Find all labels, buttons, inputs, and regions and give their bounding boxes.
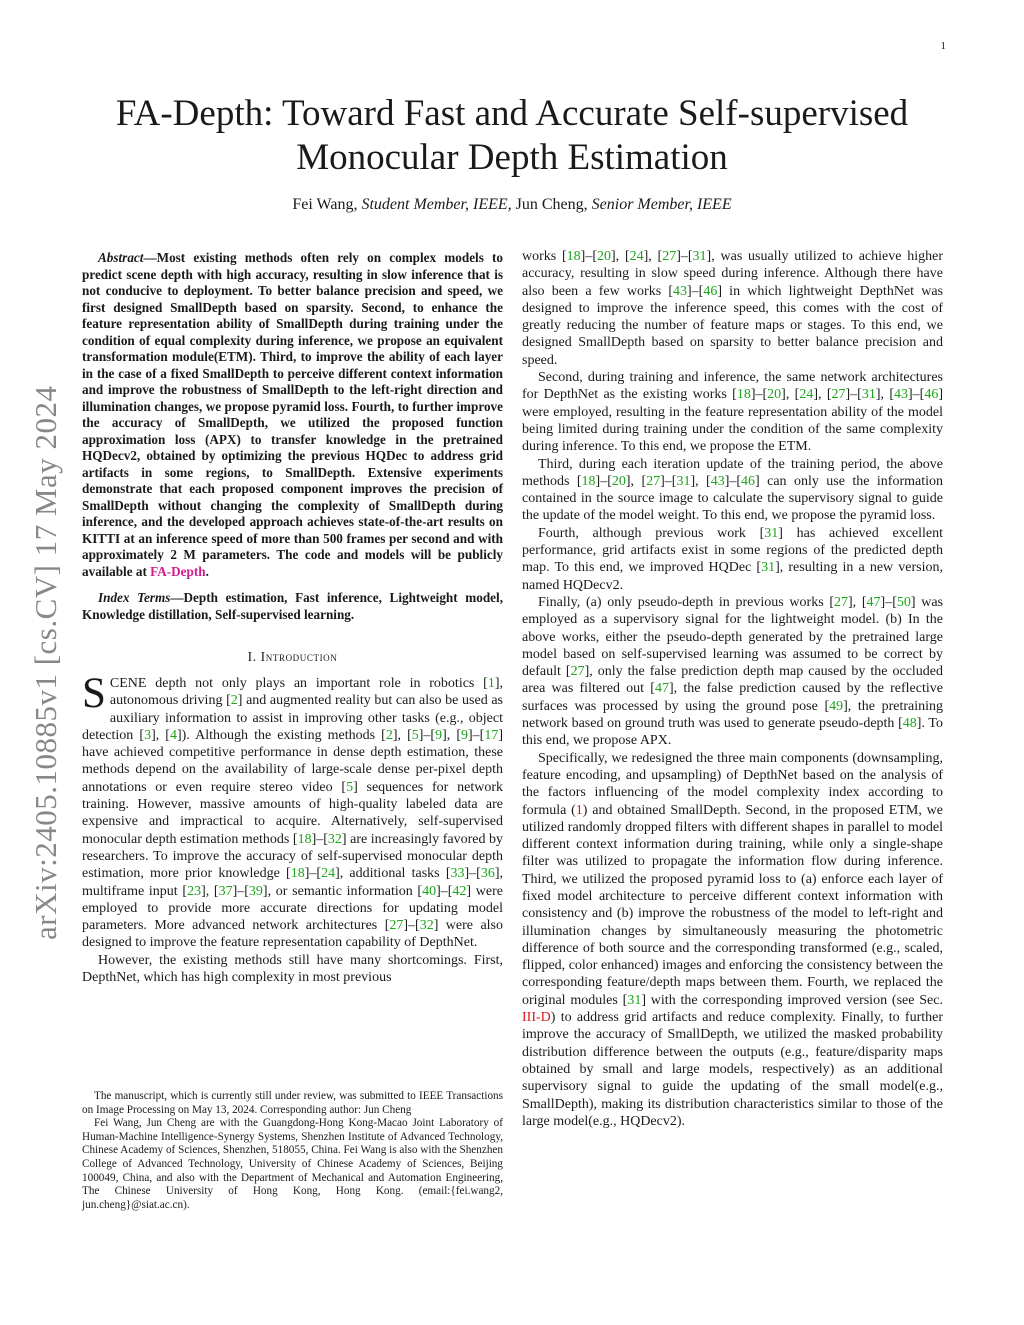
citation-link[interactable]: 23: [187, 883, 202, 899]
text-run: ], the false prediction caused by the reflective surfaces was processed by using the ground pose [: [522, 681, 943, 714]
text-run: ]–[: [436, 883, 453, 899]
text-run: ], the pretraining network based on ground truth was used to generate pseudo-depth [: [522, 698, 944, 732]
abstract-label: Abstract: [98, 250, 144, 265]
text-run: ] were employed to provide more accurate directions for updating model parameters. More advanced network architectures [: [82, 883, 503, 934]
paragraph: Specifically, we redesigned the three main components (downsampling, feature encoding, and upsampling) of DepthNet based on the analysis of the factors influencing of the model complexity index according to formula (1) and obtained SmallDepth. Second, in the proposed ETM, we utilized randomly dropped filters with different shapes in parallel to model different context information during training, while only a single-shape filter was utilized to propagate the information flow during inference. Third, we utilized the proposed pyramid loss to (a) enforce each layer of fixed model architecture to perceive different context information with consistency and (b) improve the robustness of the model to left-right and illumination changes by simultaneously measuring the photometric difference of both source and the corresponding transformed (e.g., scaled, flipped, color enhanced) images and enforcing the consistency between the corresponding feature/depth maps between them. Fourth, we replaced the original modules [31] with the corresponding improved version (see Sec. III-D) to address grid artifacts and reduce complexity. Finally, to further improve the accuracy of SmallDepth, we utilized the masked probability distribution difference between the outputs (e.g., feature/disparity maps obtained by small and large models, respectively) as an additional supervisory signal to guide the updating of the small model(e.g., SmallDepth), making its distribution characteristics similar to those of the large model(e.g., HQDecv2).: [522, 750, 943, 1129]
citation-link[interactable]: 2: [230, 693, 238, 709]
text-run: Second, during training and inference, the same network architectures for DepthNet as the existing works [: [522, 370, 943, 403]
text-run: ] has achieved excellent performance, grid artifacts exist in some regions of the predicted depth map. To this end, we improved HQDec [: [522, 525, 943, 576]
citation-link[interactable]: 31: [676, 473, 691, 489]
text-run: ] were employed, resulting in the feature representation ability of the model being limited during training under the condition of the same complexity during inference. To this end, we propose the ETM.: [522, 387, 943, 455]
text-run: ], resulting in a new version, named HQDecv2.: [522, 560, 943, 593]
text-run: ] in which lightweight DepthNet was designed to improve the inference speed, this comes with the cost of greatly reducing the number of feature maps or stages. To this end, we designed SmallDepth based on sparsity to better balance precision and speed.: [522, 283, 943, 368]
citation-link[interactable]: 39: [248, 883, 263, 899]
author-name: , Jun Cheng,: [507, 196, 588, 213]
text-run: ]–[: [687, 283, 704, 299]
text-run: ], [: [643, 249, 663, 264]
citation-link[interactable]: 50: [896, 594, 911, 610]
drop-cap: S: [82, 670, 106, 717]
paragraph: [522, 456, 943, 525]
section-link[interactable]: III-D: [522, 1010, 551, 1026]
abstract: Abstract—Most existing methods often rely on complex models to predict scene depth with high accuracy, resulting in slow inference that is not conducive to deployment. To better balance precision and speed, we first designed SmallDepth based on sparsity. Second, to enhance the feature representation ability of SmallDepth during training under the condition of equal complexity during inference, we propose an equivalent transformation module(ETM). Third, to improve the ability of each layer in the case of a fixed SmallDepth to perceive different context information and improve the robustness of SmallDepth to the left-right direction and illumination changes, we propose pyramid loss. Fourth, to further improve the accuracy of SmallDepth, we utilized the proposed function approximation loss (APX) to transfer knowledge in the pretrained HQDecv2, obtained by optimizing the previous HQDec to address grid artifacts in some regions, to SmallDepth. Extensive experiments demonstrate that each proposed component improves the precision of SmallDepth without changing the complexity of SmallDepth during inference, and the developed approach achieves state-of-the-art results on KITTI at an inference speed of more than 500 frames per second and with approximately 2 M parameters. The code and models will be publicly available at FA-Depth.: [82, 250, 503, 579]
citation-link[interactable]: 17: [484, 727, 499, 743]
text-run: ], [: [151, 727, 170, 743]
citation-link[interactable]: 43: [894, 387, 908, 403]
left-column: [82, 250, 503, 986]
citation-link[interactable]: 31: [861, 387, 876, 403]
citation-link[interactable]: 47: [654, 681, 669, 697]
citation-link[interactable]: 24: [799, 387, 814, 403]
citation-link[interactable]: 18: [566, 249, 581, 264]
citation-link[interactable]: 9: [461, 727, 468, 743]
text-run: CENE depth not only plays an important role in robotics [: [109, 676, 488, 691]
text-run: Finally, (a) only pseudo-depth in previous works [: [538, 594, 834, 610]
author-role: Student Member, IEEE: [361, 196, 508, 213]
text-run: ]–[: [403, 918, 420, 934]
citation-link[interactable]: 43: [673, 283, 687, 299]
citation-link[interactable]: 18: [290, 866, 305, 882]
text-run: ]–[: [580, 249, 597, 264]
citation-link[interactable]: 46: [924, 387, 939, 403]
citation-link[interactable]: 46: [741, 473, 756, 489]
citation-link[interactable]: 32: [419, 918, 434, 934]
text-run: ]–[: [845, 387, 862, 403]
citation-link[interactable]: 31: [692, 249, 707, 264]
index-terms-body: —Depth estimation, Fast inference, Lightweight model, Knowledge distillation, Self-supervised learning.: [82, 590, 503, 622]
citation-link[interactable]: 18: [297, 831, 312, 847]
text-run: ] were also designed to improve the feature representation capability of DepthNet.: [82, 918, 503, 951]
paper-title: FA-Depth: Toward Fast and Accurate Self-supervised Monocular Depth Estimation: [115, 93, 909, 178]
citation-link[interactable]: 37: [218, 883, 233, 899]
text-run: ]–[: [468, 727, 485, 743]
citation-link[interactable]: 5: [411, 727, 419, 743]
text-run: ], [: [875, 387, 894, 403]
citation-link[interactable]: 4: [169, 727, 177, 743]
citation-link[interactable]: 27: [389, 918, 404, 934]
code-link[interactable]: FA-Depth: [150, 563, 206, 579]
citation-link[interactable]: 49: [829, 698, 844, 714]
abstract-body: —Most existing methods often rely on complex models to predict scene depth with high accuracy, resulting in slow inference that is not conducive to deployment. To better balance precision and speed, we first designed SmallDepth based on sparsity. Second, to enhance the feature representation ability of SmallDepth during training under the condition of equal complexity during inference, we propose an equivalent transformation module(ETM). Third, to improve the ability of each layer in the case of a fixed SmallDepth to perceive different context information and improve the robustness of SmallDepth to the left-right direction and illumination changes, we propose pyramid loss. Fourth, to further improve the accuracy of SmallDepth, we utilized the proposed function approximation loss (APX) to transfer knowledge in the pretrained HQDecv2, obtained by optimizing the previous HQDec to address grid artifacts in some regions, to SmallDepth. Extensive experiments demonstrate that each proposed component improves the precision of SmallDepth without changing the complexity of SmallDepth during inference, and the developed approach achieves state-of-the-art results on KITTI at an inference speed of more than 500 frames per second and with approximately 2 M parameters. The code and models will be publicly available at: [82, 250, 503, 579]
citation-link[interactable]: 48: [902, 716, 917, 732]
citation-link[interactable]: 27: [662, 249, 677, 264]
rich-text: [82, 670, 504, 951]
paragraph: [522, 525, 943, 594]
section-heading-introduction: I. Introduction: [247, 649, 338, 664]
text-run: ]–[: [595, 473, 612, 489]
author-name: Fei Wang,: [292, 196, 358, 213]
footnote-submission: The manuscript, which is currently still under review, was submitted to IEEE Transactions on Image Processing on May 13, 2024. Corresponding author: Jun Cheng: [82, 1090, 503, 1116]
footnote-affiliation: Fei Wang, Jun Cheng are with the Guangdong-Hong Kong-Macao Joint Laboratory of Human-Machine Intelligence-Synergy Systems, Shenzhen Institute of Advanced Technology, Chinese Academy of Sciences, Shenzhen, 518055, China. Fei Wang is also with the Shenzhen College of Advanced Technology, University of Chinese Academy of Sciences, Beijing 100049, China, and also with the Department of Mechanical and Automation Engineering, The Chinese University of Hong Kong, Hong Kong. (email:{fei.wang2, jun.cheng}@siat.ac.cn).: [82, 1117, 503, 1211]
citation-link[interactable]: 32: [327, 831, 342, 847]
text-run: ]–[: [311, 831, 328, 847]
arxiv-stamp: arXiv:2405.10885v1 [cs.CV] 17 May 2024: [28, 385, 63, 940]
citation-link[interactable]: 43: [710, 473, 725, 489]
text-run: ], or semantic information [: [262, 883, 423, 899]
text-run: ] was employed as a supervisory signal for the lightweight model. (b) In the above works, either the pseudo-depth generated by the pretrained large model based on self-supervised learning was assumed to be correct by default [: [522, 594, 943, 680]
citation-link[interactable]: 20: [597, 249, 611, 264]
citation-link[interactable]: 46: [703, 283, 718, 299]
text-run: ], [: [201, 883, 219, 899]
text-run: ], [: [442, 727, 461, 743]
citation-link[interactable]: 42: [452, 883, 467, 899]
text-run: ]–[: [418, 727, 436, 743]
footnote: [82, 1090, 503, 1212]
text-run: ], multiframe input [: [82, 866, 503, 899]
citation-link[interactable]: 40: [422, 883, 437, 899]
text-run: ] have achieved competitive performance in dense depth estimation, these methods depend on the availability of large-scale dense per-pixel depth annotations or even require stereo video [: [82, 727, 503, 795]
equation-link[interactable]: 1: [575, 802, 583, 818]
author-line: [70, 196, 954, 214]
citation-link[interactable]: 1: [487, 676, 495, 691]
text-run: ], [: [848, 594, 867, 610]
text-run: ], [: [813, 387, 832, 403]
citation-link[interactable]: 27: [570, 664, 585, 680]
text-run: ]–[: [908, 387, 925, 403]
text-run: ]–[: [464, 866, 481, 882]
citation-link[interactable]: 20: [767, 387, 782, 403]
text-run: ], only the false prediction depth map caused by the occluded area was filtered out [: [522, 664, 944, 697]
citation-link[interactable]: 36: [480, 866, 495, 882]
text-run: ], autonomous driving [: [109, 676, 503, 709]
paragraph: [82, 670, 504, 952]
text-run: ], [: [625, 473, 647, 489]
paragraph: However, the existing methods still have many shortcomings. First, DepthNet, which has high complexity in most previous: [82, 952, 503, 986]
text-run: ]–[: [880, 594, 897, 610]
citation-link[interactable]: 27: [831, 387, 846, 403]
text-run: ] and augmented reality but can also be used as auxiliary information to assist in improving other tasks (e.g., object detection [: [82, 693, 504, 743]
text-run: ]–[: [724, 473, 742, 489]
text-run: ], [: [611, 249, 630, 264]
page-number: 1: [940, 40, 946, 52]
citation-link[interactable]: 27: [646, 473, 661, 489]
text-run: ] sequences for network training. However, massive amounts of high-quality labeled data are expensive and impractical to acquire. Alternatively, self-supervised monocular depth estimation methods [: [82, 779, 503, 847]
text-run: ]–[: [304, 866, 322, 882]
author-role: Senior Member, IEEE: [591, 196, 732, 213]
citation-link[interactable]: 33: [450, 866, 465, 882]
citation-link[interactable]: 5: [346, 779, 354, 795]
text-run: ]–[: [676, 249, 693, 264]
citation-link[interactable]: 9: [435, 727, 443, 743]
citation-link[interactable]: 31: [764, 525, 779, 541]
text-run: Third, during each iteration update of the training period, the above methods [: [522, 456, 943, 489]
citation-link[interactable]: 24: [629, 249, 644, 264]
index-terms: [82, 590, 503, 623]
paragraph: [522, 248, 943, 369]
citation-link[interactable]: 47: [866, 594, 881, 610]
right-column: [522, 248, 943, 1130]
citation-link[interactable]: 18: [581, 473, 596, 489]
citation-link[interactable]: 18: [736, 387, 751, 403]
text-run: ], additional tasks [: [335, 866, 451, 882]
index-terms-label: Index Terms: [98, 590, 171, 605]
citation-link[interactable]: 3: [144, 727, 152, 743]
text-run: ]–[: [660, 473, 677, 489]
citation-link[interactable]: 31: [761, 560, 776, 576]
text-run: ]). Although the existing methods [: [176, 727, 386, 743]
citation-link[interactable]: 2: [385, 727, 393, 743]
citation-link[interactable]: 27: [834, 594, 848, 610]
text-run: ], [: [690, 473, 711, 489]
text-run: ]–[: [232, 883, 249, 899]
paragraph: [522, 369, 943, 455]
citation-link[interactable]: 20: [611, 473, 626, 489]
text-run: ], [: [781, 387, 800, 403]
introduction: [82, 670, 504, 986]
text-run: Fourth, although previous work [: [538, 525, 765, 541]
text-run: ] are increasingly favored by researchers. To improve the accuracy of self-supervised monocular depth estimation, more prior knowledge [: [82, 831, 503, 882]
paragraph: [522, 594, 943, 750]
citation-link[interactable]: 24: [321, 866, 336, 882]
text-run: works [: [522, 249, 567, 264]
text-run: ] can only use the information contained in the source image to calculate the supervisory signal to guide the update of the model weight. To this end, we propose the pyramid loss.: [522, 473, 943, 524]
text-run: ], was usually utilized to achieve higher accuracy, resulting in slow speed during inference. Although there have also been a few works [: [522, 249, 943, 299]
text-run: ]–[: [750, 387, 768, 403]
text-run: ]. To this end, we propose APX.: [522, 716, 943, 749]
citation-link[interactable]: 31: [627, 992, 642, 1008]
text-run: ], [: [392, 727, 412, 743]
